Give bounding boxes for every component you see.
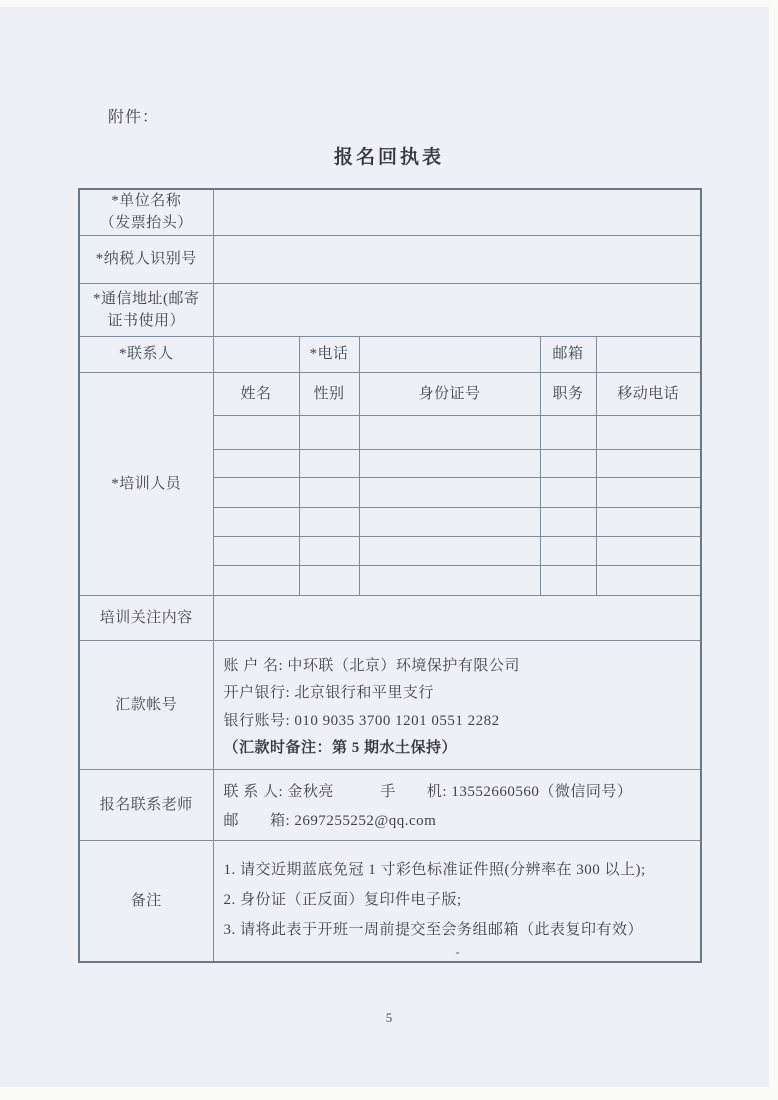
trainee-cell (299, 565, 359, 595)
trainee-cell (213, 507, 299, 536)
contact-row (79, 336, 701, 372)
trainee-cell (359, 565, 540, 595)
notes-item-3: 3. 请将此表于开班一周前提交至会务组邮箱（此表复印有效） (223, 921, 644, 938)
trainee-cell (540, 507, 596, 536)
trainee-cell (596, 449, 701, 477)
remittance-remark: （汇款时备注：第 5 期水土保持） (223, 740, 458, 756)
taxpayer-id-row (79, 235, 701, 283)
registration-contact-line2: 邮 箱: 2697255252@qq.com (223, 812, 437, 829)
trainee-cell (299, 536, 359, 565)
registration-contact-details-cell (213, 769, 701, 840)
trainee-cell (213, 449, 299, 477)
taxpayer-id-input-cell (213, 235, 701, 283)
registration-contact-line1: 联 系 人: 金秋亮 手 机: 13552660560（微信同号） (223, 783, 633, 800)
contact-name-input-cell (213, 336, 299, 372)
trainee-cell (213, 415, 299, 449)
training-focus-input-cell (213, 595, 701, 640)
training-focus-label: 培训关注内容 (79, 595, 213, 640)
stray-scan-mark: - (455, 943, 461, 959)
registration-form-table (78, 188, 702, 963)
address-label-line2: 证书使用） (107, 312, 185, 329)
trainee-cell (213, 536, 299, 565)
trainee-cell (299, 507, 359, 536)
address-label-line1: *通信地址(邮寄 (93, 290, 200, 307)
page-title: 报名回执表 (333, 147, 444, 168)
trainee-cell (359, 449, 540, 477)
trainee-cell (359, 536, 540, 565)
col-header-name: 姓名 (213, 372, 299, 415)
contact-label: *联系人 (79, 336, 213, 372)
remittance-account-number: 银行账号: 010 9035 3700 1201 0551 2282 (223, 712, 500, 729)
trainee-cell (596, 536, 701, 565)
notes-item-2: 2. 身份证（正反面）复印件电子版; (223, 891, 462, 908)
unit-name-label (79, 189, 213, 235)
page-number: 5 (385, 1010, 393, 1025)
registration-contact-label: 报名联系老师 (79, 769, 213, 840)
trainee-cell (359, 477, 540, 507)
notes-label: 备注 (79, 840, 213, 962)
trainee-cell (540, 449, 596, 477)
trainee-cell (299, 477, 359, 507)
unit-name-label-line1: *单位名称 (111, 193, 182, 210)
trainee-cell (299, 415, 359, 449)
trainee-cell (540, 565, 596, 595)
trainee-header-row (79, 372, 701, 415)
remittance-label: 汇款帐号 (79, 640, 213, 769)
training-focus-row (79, 595, 701, 640)
email-input-cell (596, 336, 701, 372)
trainee-cell (299, 449, 359, 477)
registration-contact-row (79, 769, 701, 840)
scan-edge-top (0, 0, 778, 7)
attachment-label: 附件： (108, 109, 160, 126)
notes-item-1: 1. 请交近期蓝底免冠 1 寸彩色标准证件照(分辨率在 300 以上); (223, 861, 646, 878)
trainee-cell (213, 477, 299, 507)
unit-name-row (79, 189, 701, 235)
trainee-cell (596, 415, 701, 449)
scan-edge-right (769, 0, 778, 1100)
remittance-row (79, 640, 701, 769)
address-row (79, 283, 701, 336)
notes-details-cell (213, 840, 701, 962)
trainee-cell (359, 415, 540, 449)
col-header-position: 职务 (540, 372, 596, 415)
col-header-id-number: 身份证号 (359, 372, 540, 415)
phone-label: *电话 (299, 336, 359, 372)
notes-row (79, 840, 701, 962)
remittance-details-cell (213, 640, 701, 769)
phone-input-cell (359, 336, 540, 372)
taxpayer-id-label: *纳税人识别号 (79, 235, 213, 283)
trainees-label: *培训人员 (79, 372, 213, 595)
trainee-cell (540, 415, 596, 449)
remittance-account-name: 账 户 名: 中环联（北京）环境保护有限公司 (223, 657, 520, 674)
col-header-mobile: 移动电话 (596, 372, 701, 415)
remittance-bank: 开户银行: 北京银行和平里支行 (223, 685, 434, 701)
trainee-cell (359, 507, 540, 536)
trainee-cell (596, 565, 701, 595)
address-label (79, 283, 213, 336)
unit-name-label-line2: （发票抬头） (99, 215, 193, 232)
col-header-gender: 性别 (299, 372, 359, 415)
trainee-cell (596, 477, 701, 507)
trainee-cell (540, 536, 596, 565)
email-label: 邮箱 (540, 336, 596, 372)
trainee-cell (540, 477, 596, 507)
scan-edge-bottom (0, 1087, 778, 1100)
unit-name-input-cell (213, 189, 701, 235)
address-input-cell (213, 283, 701, 336)
trainee-cell (596, 507, 701, 536)
trainee-cell (213, 565, 299, 595)
